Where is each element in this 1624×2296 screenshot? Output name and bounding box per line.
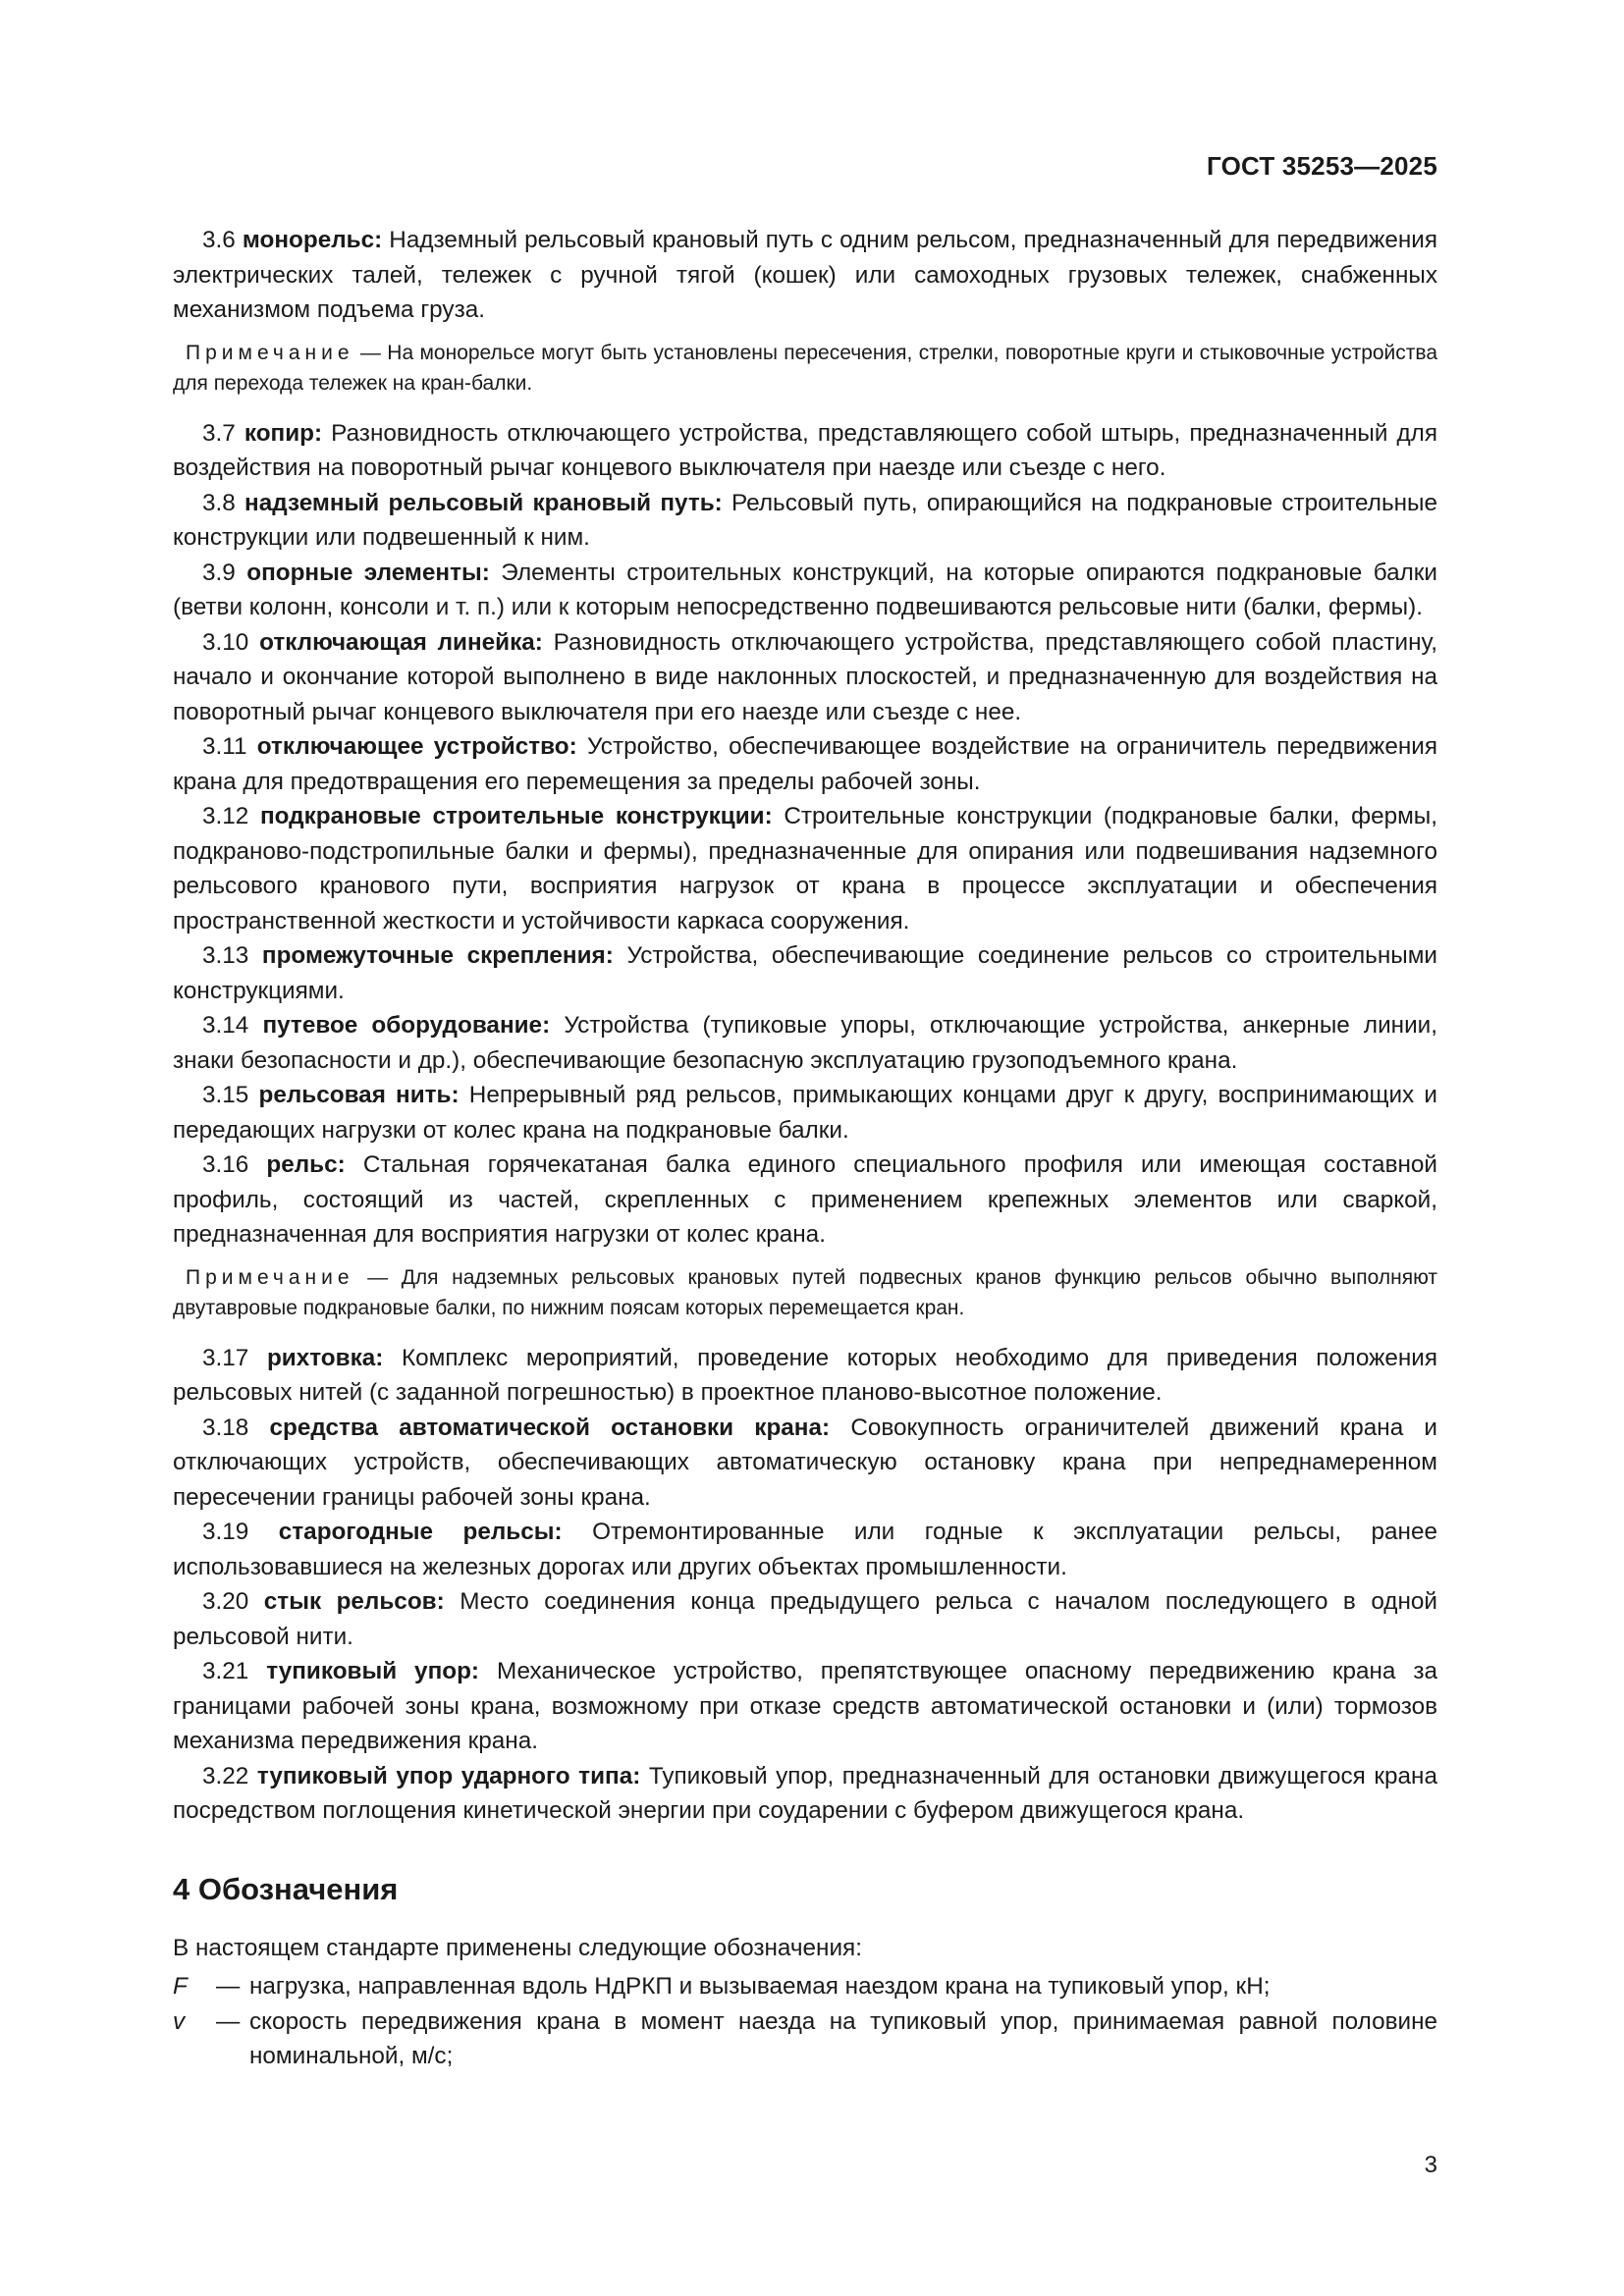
term-entry: 3.15 рельсовая нить: Непрерывный ряд рельсов, примыкающих концами друг к другу, воспринимающих и передающих нагрузки от колес крана на подкрановые балки. bbox=[173, 1082, 1437, 1144]
term-entry: 3.16 рельс: Стальная горячекатаная балка единого специального профиля или имеющая составной профиль, состоящий из частей, скрепленных с применением крепежных элементов или сваркой, предназначенная для восприятия нагрузки от колес крана. bbox=[173, 1151, 1437, 1248]
term-entry: 3.18 средства автоматической остановки крана: Совокупность ограничителей движений крана и отключающих устройств, обеспечивающих автоматическую остановку крана при непреднамеренном пересечении границы рабочей зоны крана. bbox=[173, 1414, 1437, 1511]
terms-group-a bbox=[173, 223, 1437, 328]
term-entry: 3.21 тупиковый упор: Механическое устройство, препятствующее опасному передвижению крана за границами рабочей зоны крана, возможному при отказе средств автоматической остановки и (или) тормозов механизма передвижения крана. bbox=[173, 1658, 1437, 1754]
page-number: 3 bbox=[1424, 2152, 1437, 2178]
term-entry: 3.9 опорные элементы: Элементы строительных конструкций, на которые опираются подкрановые балки (ветви колонн, консоли и т. п.) или к которым непосредственно подвешиваются рельсовые нити (балки, фермы). bbox=[173, 559, 1437, 620]
term-entry: 3.11 отключающее устройство: Устройство, обеспечивающее воздействие на ограничитель передвижения крана для предотвращения его перемещения за пределы рабочей зоны. bbox=[173, 733, 1437, 795]
symbol-definition bbox=[173, 2004, 1437, 2074]
section-intro: В настоящем стандарте применены следующие обозначения: bbox=[173, 1934, 862, 1961]
symbol: v bbox=[173, 2007, 186, 2035]
terms-group-b bbox=[173, 416, 1437, 1253]
term-entry: 3.20 стык рельсов: Место соединения конца предыдущего рельса с началом последующего в одной рельсовой нити. bbox=[173, 1588, 1437, 1650]
document-body bbox=[173, 223, 1437, 2074]
term-entry: 3.6 монорельс: Надземный рельсовый крановый путь с одним рельсом, предназначенный для передвижения электрических талей, тележек с ручной тягой (кошек) или самоходных грузовых тележек, снабженных механизмом подъема груза. bbox=[173, 227, 1437, 323]
term-entry: 3.13 промежуточные скрепления: Устройства, обеспечивающие соединение рельсов со строительными конструкциями. bbox=[173, 942, 1437, 1004]
term-entry: 3.17 рихтовка: Комплекс мероприятий, проведение которых необходимо для приведения положения рельсовых нитей (с заданной погрешностью) в проектное планово-высотное положение. bbox=[173, 1344, 1437, 1406]
term-entry: 3.14 путевое оборудование: Устройства (тупиковые упоры, отключающие устройства, анкерные линии, знаки безопасности и др.), обеспечивающие безопасную эксплуатацию грузоподъемного крана. bbox=[173, 1012, 1437, 1074]
term-entry: 3.10 отключающая линейка: Разновидность отключающего устройства, представляющего собой пластину, начало и окончание которой выполнено в виде наклонных плоскостей, и предназначенную для воздействия на поворотный рычаг концевого выключателя при его наезде или съезде с нее. bbox=[173, 628, 1437, 725]
symbol-description: скорость передвижения крана в момент наезда на тупиковый упор, принимаемая равной половине номинальной, м/с; bbox=[249, 2007, 1437, 2069]
note: Примечание — Для надземных рельсовых крановых путей подвесных кранов функцию рельсов обычно выполняют двутавровые подкрановые балки, по нижним поясам которых перемещается кран. bbox=[173, 1265, 1437, 1319]
symbol-description: нагрузка, направленная вдоль НдРКП и вызываемая наездом крана на тупиковый упор, кН; bbox=[249, 1973, 1271, 2000]
dash: — bbox=[216, 1973, 241, 2000]
terms-group-c bbox=[173, 1341, 1437, 1829]
symbol-definition bbox=[173, 1969, 1437, 2004]
term-entry: 3.8 надземный рельсовый крановый путь: Рельсовый путь, опирающийся на подкрановые строительные конструкции или подвешенный к ним. bbox=[173, 489, 1437, 551]
dash: — bbox=[216, 2007, 241, 2035]
term-entry: 3.19 старогодные рельсы: Отремонтированные или годные к эксплуатации рельсы, ранее использовавшиеся на железных дорогах или других объектах промышленности. bbox=[173, 1519, 1437, 1580]
section-heading: 4 Обозначения bbox=[173, 1871, 399, 1906]
term-entry: 3.7 копир: Разновидность отключающего устройства, представляющего собой штырь, предназначенный для воздействия на поворотный рычаг концевого выключателя при наезде или съезде с него. bbox=[173, 419, 1437, 481]
document-code: ГОСТ 35253—2025 bbox=[1207, 151, 1437, 181]
note: Примечание — На монорельсе могут быть установлены пересечения, стрелки, поворотные круги и стыковочные устройства для перехода тележек на кран-балки. bbox=[173, 341, 1438, 395]
symbol: F bbox=[173, 1973, 188, 2000]
term-entry: 3.22 тупиковый упор ударного типа: Тупиковый упор, предназначенный для остановки движущегося крана посредством поглощения кинетической энергии при соударении с буфером движущегося крана. bbox=[173, 1762, 1437, 1824]
term-entry: 3.12 подкрановые строительные конструкции: Строительные конструкции (подкрановые балки, фермы, подкраново-подстропильные балки и фермы), предназначенные для опирания или подвешивания надземного рельсового кранового пути, восприятия нагрузок от крана в процессе эксплуатации и обеспечения пространственной жесткости и устойчивости каркаса сооружения. bbox=[173, 803, 1438, 934]
